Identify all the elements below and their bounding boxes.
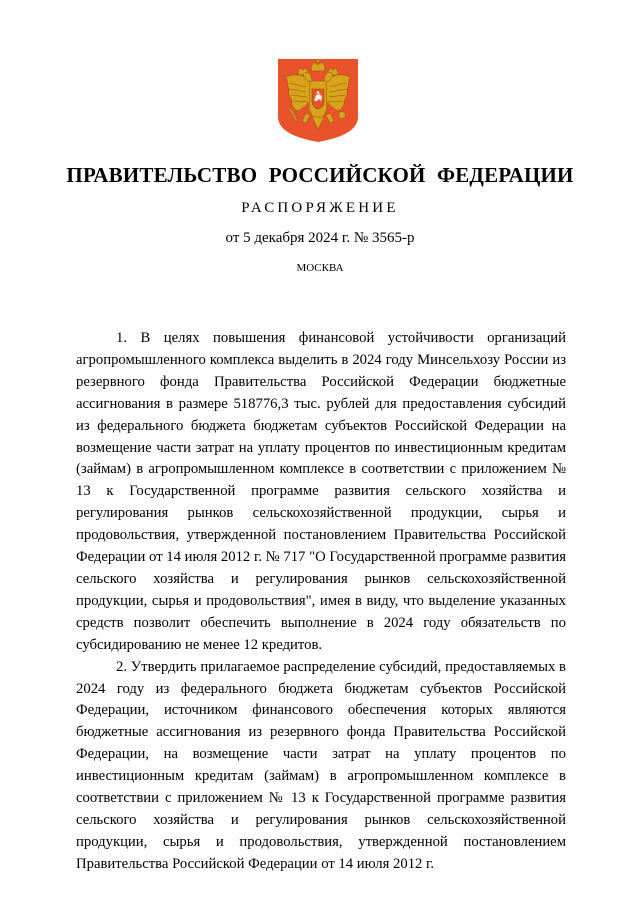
paragraph-2: 2. Утвердить прилагаемое распределение субсидий, предоставляемых в 2024 году из федерального бюджета бюджетам субъектов Российской Федерации, источником финансового обеспечения которых являются бюджетные ассигнования из резервного фонда Правительства Российской Федерации, на возмещение части затрат на уплату процентов по инвестиционным кредитам (займам) в агропромышленном комплексе в соответствии с приложением № 13 к Государственной программе развития сельского хозяйства и регулирования рынков сельскохозяйственной продукции, сырья и продовольствия, утвержденной постановлением Правительства Российской Федерации от 14 июля 2012 г. — [76, 658, 566, 872]
document-date-number: от 5 декабря 2024 г. № 3565-р — [225, 230, 415, 246]
paragraph-1: 1. В целях повышения финансовой устойчивости организаций агропромышленного комплекса выделить в 2024 году Минсельхозу России из резервного фонда Правительства Российской Федерации бюджетные ассигнования в размере 518776,3 тыс. рублей для предоставления субсидий из федерального бюджета бюджетам субъектов Российской Федерации на возмещение части затрат на уплату процентов по инвестиционным кредитам (займам) в агропромышленном комплексе в соответствии с приложением № 13 к Государственной программе развития сельского хозяйства и регулирования рынков сельскохозяйственной продукции, сырья и продовольствия, утвержденной постановлением Правительства Российской Федерации от 14 июля 2012 г. № 717 "О Государственной программе развития сельского хозяйства и регулирования рынков сельскохозяйственной продукции, сырья и продовольствия", имея в виду, что выделение указанных средств позволит обеспечить выполнение в 2024 году обязательств по субсидированию не менее 12 кредитов. — [76, 330, 566, 653]
document-body — [76, 328, 566, 876]
coat-of-arms-icon — [276, 57, 360, 144]
government-title: ПРАВИТЕЛЬСТВО РОССИЙСКОЙ ФЕДЕРАЦИИ — [66, 163, 574, 187]
document-type: РАСПОРЯЖЕНИЕ — [241, 200, 399, 216]
document-city: МОСКВА — [296, 262, 344, 274]
